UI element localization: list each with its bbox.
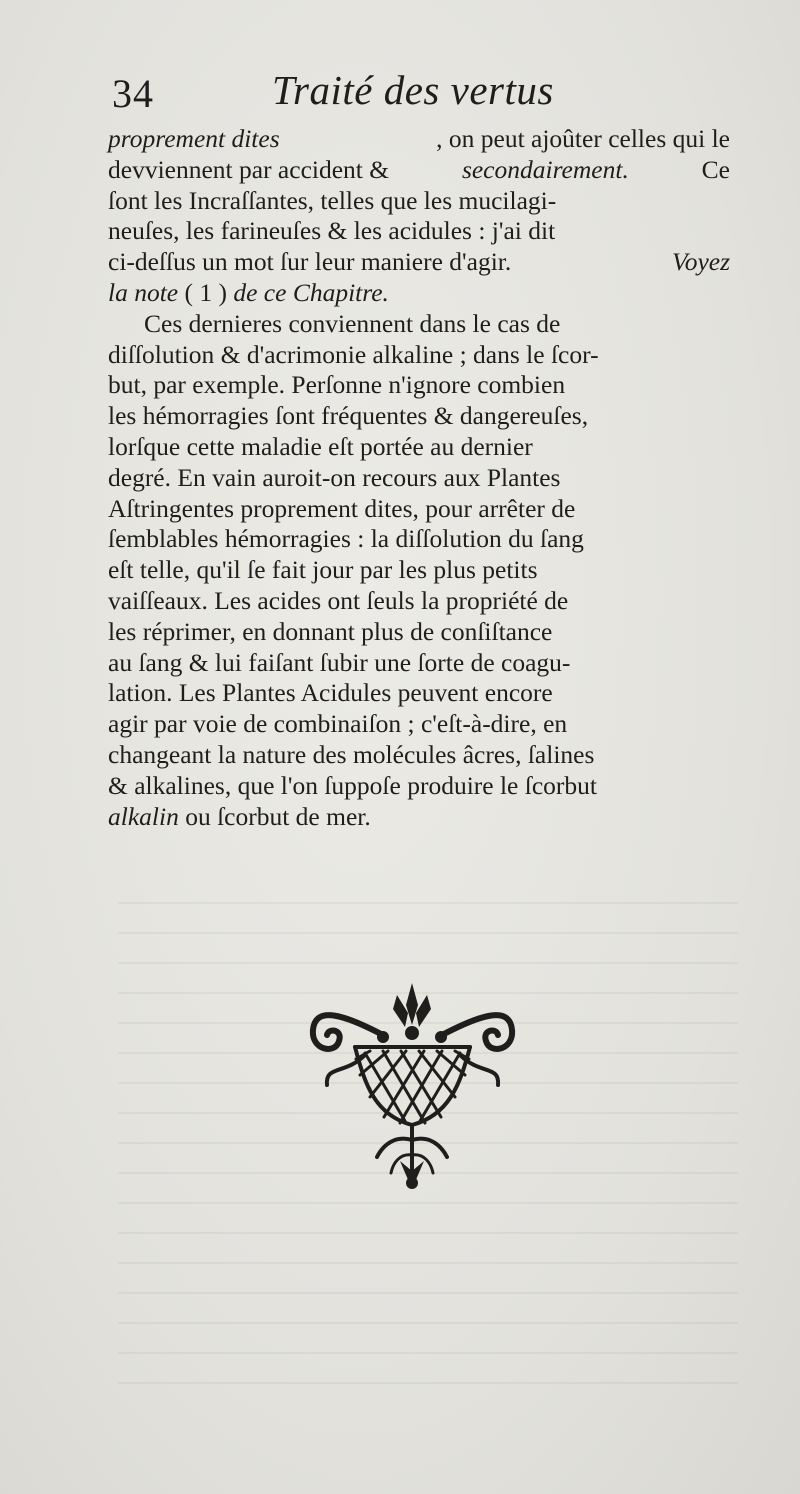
text-line [108,586,730,617]
running-title: Traité des vertus [272,67,554,113]
text-run: & alkalines, que l'on ſuppoſe produire le ſcorbut [108,770,597,800]
text-run: ci-deſſus un mot ſur leur maniere d'agir. [108,247,512,277]
text-run: agir par voie de combinaiſon ; c'eſt-à-dire, en [108,709,568,739]
text-run: Aſtringentes proprement dites, pour arrêter de [108,493,576,523]
text-line [108,340,730,371]
text-run: Ce [701,154,730,184]
text-line [108,186,730,217]
text-run: devviennent par accident & [108,154,390,184]
text-line [108,401,730,432]
page-header [112,66,712,116]
text-run: vaiſſeaux. Les acides ont ſeuls la propriété de [108,585,569,615]
text-run: ſemblables hémorragies : la diſſolution du ſang [108,524,584,554]
italic-phrase: Voyez [671,247,730,277]
italic-phrase: la note [108,277,179,307]
text-line [108,278,730,309]
text-line [108,648,730,679]
text-run: les réprimer, en donnant plus de conſiſtance [108,616,553,646]
body-text [108,124,730,832]
text-run: ( 1 ) [178,277,234,307]
text-line [108,247,730,278]
text-line [108,370,730,401]
text-run: changeant la nature des molécules âcres, ſalines [108,739,595,769]
text-line [108,124,730,155]
text-line [108,678,730,709]
text-run: degré. En vain auroit-on recours aux Plantes [108,462,561,492]
text-line [108,155,730,186]
text-line [108,740,730,771]
text-run: au ſang & lui faiſant ſubir une ſorte de coagu- [108,647,571,677]
page-number: 34 [112,71,154,116]
text-run: , on peut ajoûter celles qui le [436,124,730,153]
text-line [108,771,730,802]
text-run: ſont les Incraſſantes, telles que les mucilagi- [108,185,557,215]
italic-phrase: proprement dites [108,124,280,153]
text-line [108,802,730,833]
text-run: lorſque cette maladie eſt portée au dernier [108,431,533,461]
basket-fleuron-ornament-icon [305,975,520,1195]
text-line [108,709,730,740]
text-run: but, par exemple. Perſonne n'ignore combien [108,370,566,400]
text-line [108,216,730,247]
text-run: diſſolution & d'acrimonie alkaline ; dans le ſcor- [108,339,599,369]
text-line [108,555,730,586]
text-run: les hémorragies ſont fréquentes & dangereuſes, [108,401,589,431]
text-line [108,524,730,555]
text-line [108,309,730,340]
text-run: lation. Les Plantes Acidules peuvent encore [108,678,553,708]
text-line [108,494,730,525]
text-run: Ces dernieres conviennent dans le cas de [144,308,561,338]
italic-phrase: alkalin [108,801,179,831]
text-line [108,432,730,463]
text-line [108,463,730,494]
italic-phrase: secondairement. [461,154,629,184]
text-run: ou ſcorbut de mer. [178,801,371,831]
text-run: eſt telle, qu'il ſe fait jour par les plus petits [108,555,538,585]
text-run: neuſes, les farineuſes & les acidules : j'ai dit [108,216,556,246]
text-line [108,617,730,648]
italic-phrase: de ce Chapitre. [233,277,389,307]
